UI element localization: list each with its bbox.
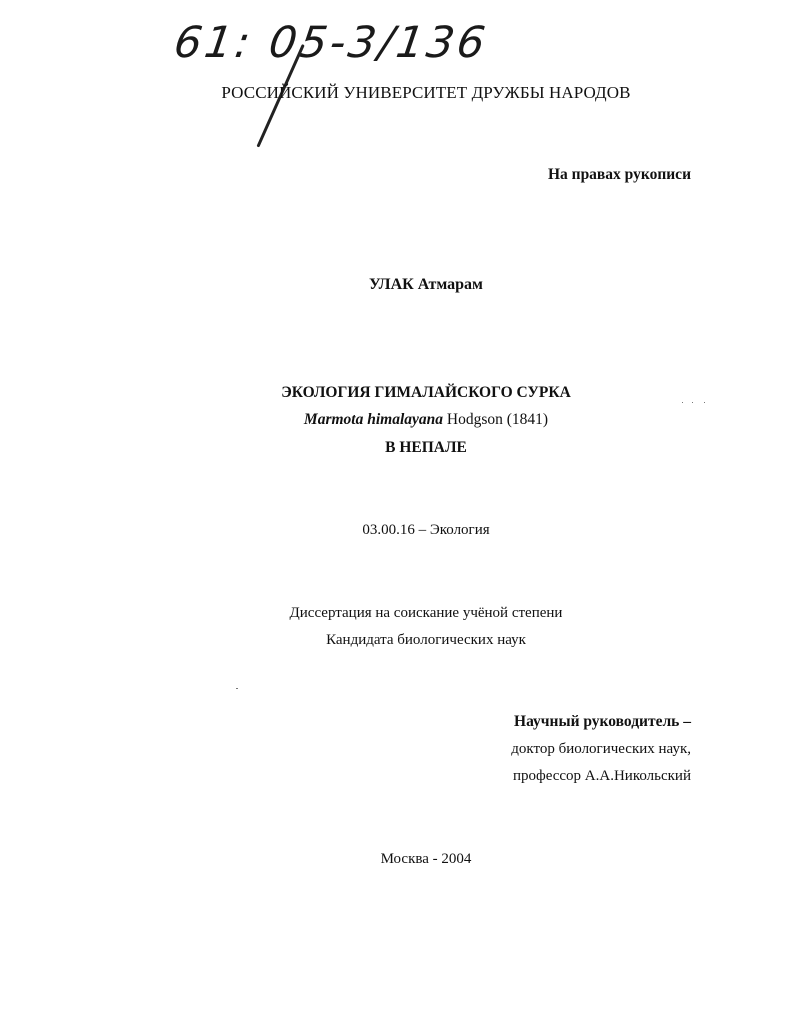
city-and-year: Москва - 2004: [380, 851, 472, 867]
species-latin-name: Marmota himalayana: [303, 411, 444, 428]
title-line-2: [0, 411, 791, 429]
university-name: РОССИЙСКИЙ УНИВЕРСИТЕТ ДРУЖБЫ НАРОДОВ: [221, 83, 631, 102]
supervisor-degree: доктор биологических наук,: [511, 741, 691, 757]
title-line-3: В НЕПАЛЕ: [385, 439, 467, 456]
author-name: УЛАК Атмарам: [369, 276, 483, 293]
title-line-1: ЭКОЛОГИЯ ГИМАЛАЙСКОГО СУРКА: [281, 384, 571, 401]
degree-line-2: Кандидата биологических наук: [326, 632, 526, 648]
supervisor-name: профессор А.А.Никольский: [512, 768, 691, 784]
handwritten-archive-code: 61: 05-3/136: [170, 18, 492, 68]
speciality-code: 03.00.16 – Экология: [362, 522, 490, 538]
scan-speck: [236, 688, 238, 689]
scan-speck: [704, 402, 705, 403]
scan-speck: [692, 402, 693, 403]
scan-speck: [682, 402, 683, 403]
degree-line-1: Диссертация на соискание учёной степени: [289, 605, 563, 621]
supervisor-label: Научный руководитель –: [514, 713, 691, 730]
manuscript-rights-note: На правах рукописи: [547, 166, 691, 183]
species-authority: Hodgson (1841): [446, 411, 549, 428]
